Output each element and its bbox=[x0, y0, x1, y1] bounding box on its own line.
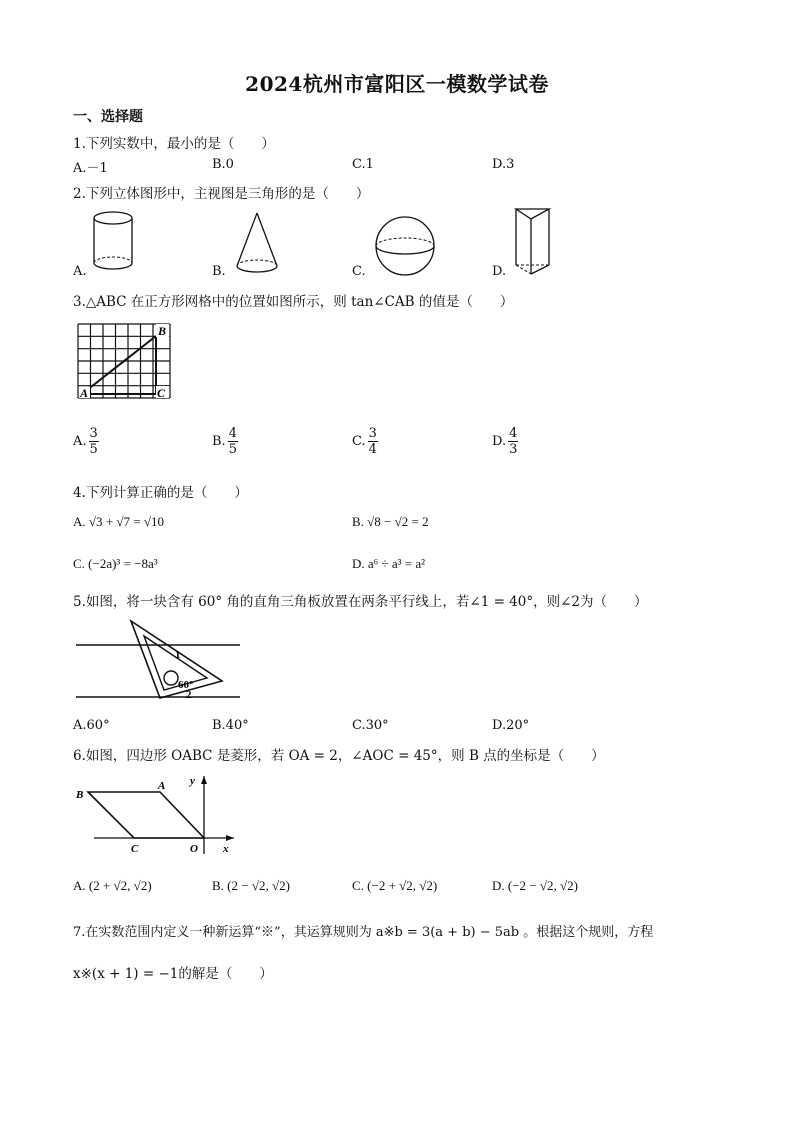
q1-option-c[interactable]: C.1 bbox=[352, 157, 374, 172]
option-label: D. bbox=[492, 434, 507, 449]
q3-option-d[interactable] bbox=[492, 426, 518, 457]
option-label: C. bbox=[352, 434, 366, 449]
angle-1-label: 1 bbox=[175, 649, 181, 661]
question-2-stem: 2.下列立体图形中，主视图是三角形的是（ ） bbox=[73, 186, 370, 202]
option-label: B. bbox=[212, 434, 226, 449]
question-1-stem: 1.下列实数中，最小的是（ ） bbox=[73, 136, 275, 152]
q3-option-a[interactable] bbox=[73, 426, 99, 457]
q4-option-c[interactable]: C. (−2a)³ = −8a³ bbox=[73, 556, 158, 571]
q6-option-b[interactable]: B. (2 − √2, √2) bbox=[212, 878, 290, 893]
parallel-lines-triangle-figure bbox=[74, 618, 244, 704]
q1-option-a[interactable]: A.－1 bbox=[73, 161, 108, 176]
q2-option-d[interactable]: D. bbox=[492, 264, 507, 279]
origin-o-label: O bbox=[190, 843, 198, 855]
q1-option-d[interactable]: D.3 bbox=[492, 157, 515, 172]
cone-icon bbox=[230, 210, 290, 276]
page-title: 2024杭州市富阳区一模数学试卷 bbox=[245, 72, 549, 96]
q5-option-a[interactable]: A.60° bbox=[73, 718, 110, 733]
denominator: 4 bbox=[368, 442, 377, 457]
grid-label-a: A bbox=[80, 386, 89, 400]
rhombus-coordinate-figure bbox=[74, 770, 239, 858]
grid-label-b: B bbox=[158, 324, 167, 338]
numerator: 3 bbox=[368, 426, 377, 441]
x-axis-label: x bbox=[223, 843, 229, 855]
point-b-label: B bbox=[76, 789, 84, 801]
point-a-label: A bbox=[158, 780, 166, 792]
question-7-stem-line2: x※(x + 1) = −1的解是（ ） bbox=[73, 966, 273, 982]
q6-option-c[interactable]: C. (−2 + √2, √2) bbox=[352, 878, 438, 893]
q3-option-b[interactable] bbox=[212, 426, 238, 457]
question-6-stem: 6.如图，四边形 OABC 是菱形，若 OA = 2，∠AOC = 45°，则 B 点的坐标是（ ） bbox=[73, 748, 605, 764]
q2-option-a[interactable]: A. bbox=[73, 264, 87, 279]
q2-option-c[interactable]: C. bbox=[352, 264, 366, 279]
sphere-icon bbox=[372, 213, 438, 279]
grid-triangle-figure bbox=[74, 320, 174, 404]
q6-option-d[interactable]: D. (−2 − √2, √2) bbox=[492, 878, 578, 893]
q3-option-c[interactable] bbox=[352, 426, 378, 457]
q4-option-b[interactable]: B. √8 − √2 = 2 bbox=[352, 514, 429, 529]
y-axis-label: y bbox=[190, 775, 195, 787]
q4-option-a[interactable]: A. √3 + √7 = √10 bbox=[73, 514, 164, 529]
question-5-stem: 5.如图，将一块含有 60° 角的直角三角板放置在两条平行线上，若∠1 = 40°，则∠2为（ ） bbox=[73, 594, 648, 610]
section-heading: 一、选择题 bbox=[73, 109, 143, 125]
point-c-label: C bbox=[131, 843, 139, 855]
numerator: 3 bbox=[89, 426, 98, 441]
angle-60-label: 60° bbox=[178, 679, 194, 691]
cylinder-icon bbox=[86, 206, 146, 276]
denominator: 5 bbox=[228, 442, 237, 457]
option-label: A. bbox=[73, 434, 87, 449]
angle-2-label: 2 bbox=[186, 689, 192, 701]
q4-option-d[interactable]: D. a⁶ ÷ a³ = a² bbox=[352, 556, 425, 571]
q1-option-b[interactable]: B.0 bbox=[212, 157, 234, 172]
question-7-stem-line1: 7.在实数范围内定义一种新运算“※”，其运算规则为 a※b = 3(a + b) − 5ab 。根据这个规则，方程 bbox=[73, 925, 654, 940]
numerator: 4 bbox=[509, 426, 518, 441]
denominator: 3 bbox=[509, 442, 518, 457]
q5-option-d[interactable]: D.20° bbox=[492, 718, 530, 733]
question-3-stem: 3.△ABC 在正方形网格中的位置如图所示，则 tan∠CAB 的值是（ ） bbox=[73, 294, 514, 310]
question-4-stem: 4.下列计算正确的是（ ） bbox=[73, 485, 248, 501]
q5-option-b[interactable]: B.40° bbox=[212, 718, 249, 733]
grid-label-c: C bbox=[157, 386, 166, 400]
denominator: 5 bbox=[89, 442, 98, 457]
q2-option-b[interactable]: B. bbox=[212, 264, 226, 279]
numerator: 4 bbox=[228, 426, 237, 441]
q6-option-a[interactable]: A. (2 + √2, √2) bbox=[73, 878, 152, 893]
q5-option-c[interactable]: C.30° bbox=[352, 718, 389, 733]
triangular-prism-icon bbox=[512, 206, 558, 278]
